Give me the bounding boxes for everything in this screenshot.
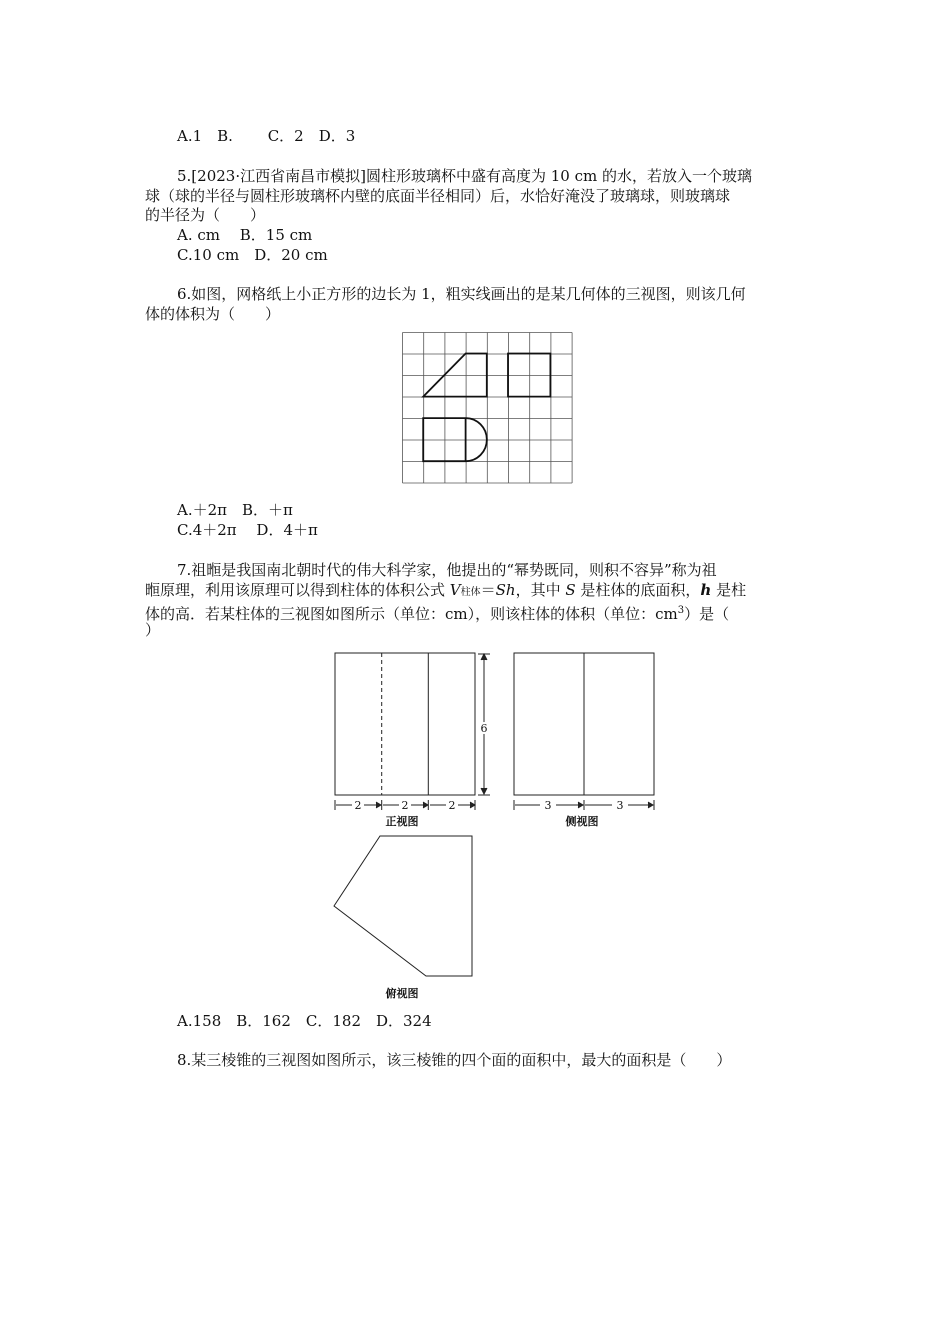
q7-stem-line4: ） (145, 621, 161, 639)
side-view-square (508, 354, 550, 397)
label-front-view: 正视图 (385, 815, 419, 828)
q7-stem-line2: 暅原理，利用该原理可以得到柱体的体积公式 V柱体＝Sh，其中 S 是柱体的底面积，h 是柱 (145, 581, 747, 599)
dim-height: 6 (480, 722, 488, 735)
q5-stem-line2: 球（球的半径与圆柱形玻璃杯内壁的底面半径相同）后，水恰好淹没了玻璃球，则玻璃球 (145, 187, 731, 205)
q6-options-cd: C.4＋2π D．4＋π (177, 521, 318, 539)
dim-front-1: 2 (354, 799, 362, 812)
q6-stem-line1: 6.如图，网格纸上小正方形的边长为 1，粗实线画出的是某几何体的三视图，则该几何 (177, 285, 746, 303)
q7-three-views-figure (330, 648, 660, 1008)
q6-options-ab: A.＋2π B．＋π (177, 501, 293, 519)
q7-stem-line1: 7.祖暅是我国南北朝时代的伟大科学家，他提出的“幂势既同，则积不容异”称为祖 (177, 561, 717, 579)
label-side-view: 侧视图 (565, 815, 599, 828)
q5-options-cd: C.10 cm D．20 cm (177, 246, 328, 264)
front-view-rect (335, 653, 475, 795)
q7-stem-line3: 体的高．若某柱体的三视图如图所示（单位：cm），则该柱体的体积（单位：$cm^3$）是（ (145, 605, 730, 623)
q6-grid-figure (402, 332, 578, 485)
dim-front-2: 2 (401, 799, 409, 812)
label-top-view: 俯视图 (385, 987, 419, 1000)
dim-front-3: 2 (448, 799, 456, 812)
top-view-pentagon (334, 836, 472, 976)
q8-stem-line1: 8.某三棱锥的三视图如图所示，该三棱锥的四个面的面积中，最大的面积是（ ） (177, 1051, 732, 1069)
q5-stem-line1: 5.[2023·江西省南昌市模拟]圆柱形玻璃杯中盛有高度为 10 cm 的水，若放入一个玻璃 (177, 167, 752, 185)
dim-side-2: 3 (616, 799, 624, 812)
q5-stem-line3: 的半径为（ ） (145, 206, 266, 224)
q5-options-ab: A. cm B．15 cm (177, 226, 313, 244)
front-view-trapezoid (423, 354, 487, 397)
q6-stem-line2: 体的体积为（ ） (145, 305, 281, 323)
q4-options: A.1 B. C．2 D．3 (177, 127, 356, 145)
q7-options: A.158 B．162 C．182 D．324 (177, 1012, 432, 1030)
dim-side-1: 3 (544, 799, 552, 812)
